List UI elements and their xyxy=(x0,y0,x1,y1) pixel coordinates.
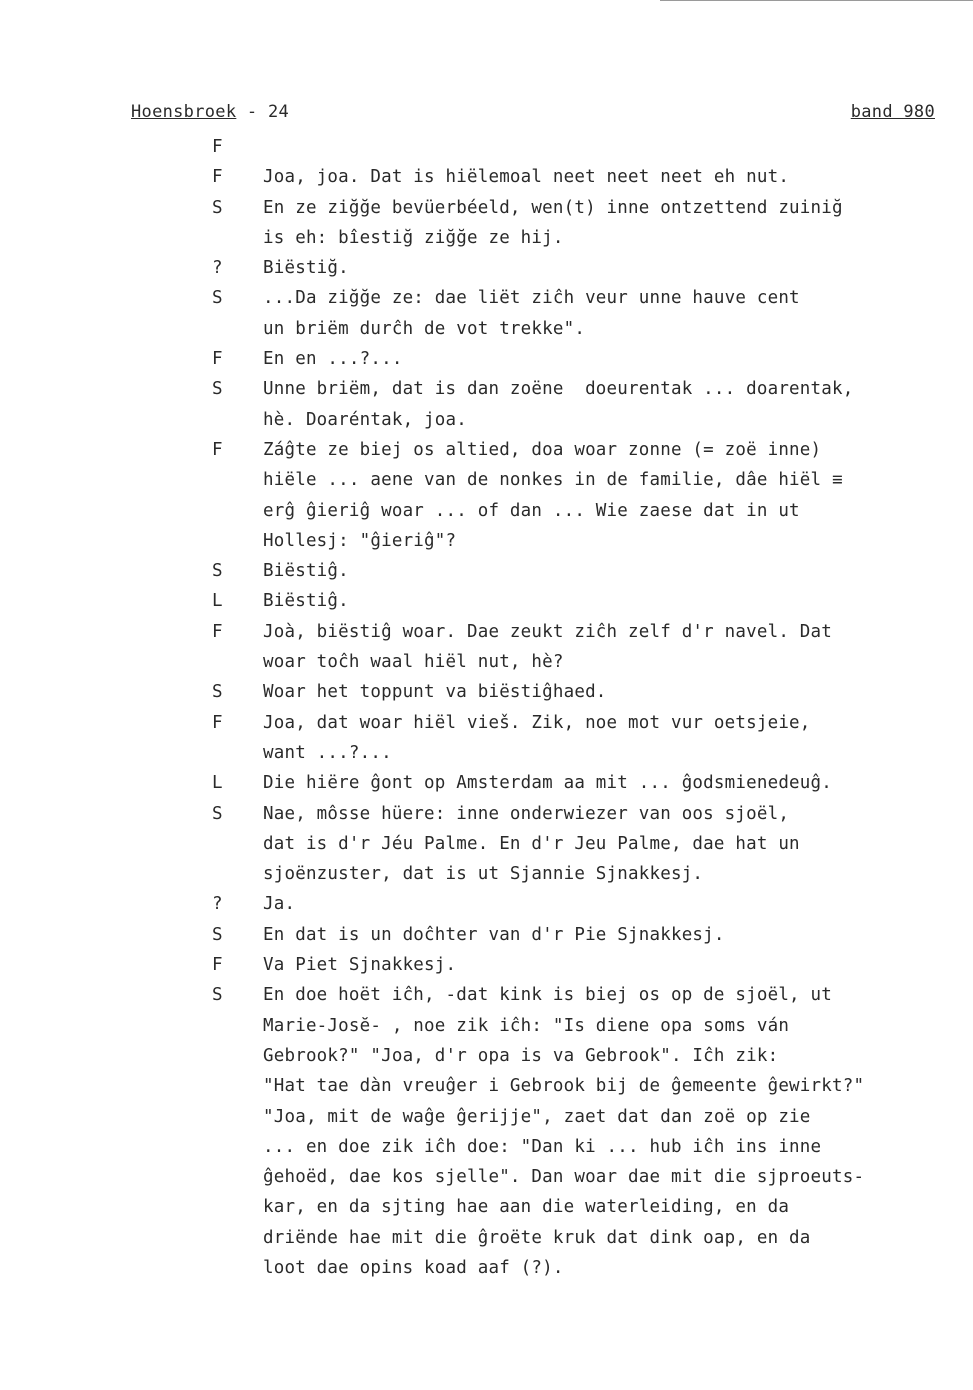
utterance xyxy=(263,283,953,344)
utterance-line: ĝehoëd, dae kos sjelle". Dan woar dae mit die sjproeuts- xyxy=(263,1167,865,1188)
page-header xyxy=(131,102,935,128)
utterance-line: woar toĉh waal hiël nut, hè? xyxy=(263,652,564,673)
speaker-label: F xyxy=(212,349,223,370)
utterance-line: want ...?... xyxy=(263,742,392,763)
utterance xyxy=(263,374,953,435)
speaker-label: ? xyxy=(212,258,223,279)
transcript-turn xyxy=(0,253,973,283)
utterance xyxy=(263,586,953,616)
transcript-turn xyxy=(0,435,973,556)
transcript-turn xyxy=(0,768,973,798)
utterance-line: Woar het toppunt va biëstiĝhaed. xyxy=(263,682,607,703)
speaker-label: F xyxy=(212,167,223,188)
top-edge-rule xyxy=(660,0,973,1)
transcript-turn xyxy=(0,708,973,769)
utterance-line: Marie-Josĕ- , noe zik iĉh: "Is diene opa soms ván xyxy=(263,1015,790,1036)
utterance-line: "Hat tae dàn vreuĝer i Gebrook bij de ĝemeente ĝewirkt?" xyxy=(263,1076,865,1097)
speaker-label: S xyxy=(212,561,223,582)
utterance-line: Hollesj: "ĝieriĝ"? xyxy=(263,530,457,551)
utterance-line: ...Da ziğğe ze: dae liët ziĉh veur unne hauve cent xyxy=(263,288,800,309)
utterance-line: Va Piet Sjnakkesj. xyxy=(263,955,457,976)
transcript-turn xyxy=(0,283,973,344)
utterance xyxy=(263,920,953,950)
speaker-label: S xyxy=(212,924,223,945)
utterance-line: hiële ... aene van de nonkes in de familie, dâe hiël ≡ xyxy=(263,470,843,491)
utterance xyxy=(263,344,953,374)
utterance-line: hè. Doaréntak, joa. xyxy=(263,409,467,430)
utterance xyxy=(263,980,953,1283)
utterance-line: kar, en da sjting hae aan die waterleiding, en da xyxy=(263,1197,790,1218)
utterance-line: "Joa, mit de waĝe ĝerijje", zaet dat dan zoë op zie xyxy=(263,1106,811,1127)
transcript-turn xyxy=(0,677,973,707)
speaker-label: S xyxy=(212,197,223,218)
utterance-line: Biëstiğ. xyxy=(263,258,349,279)
transcript-turn xyxy=(0,586,973,616)
header-page-number: - 24 xyxy=(246,102,290,122)
speaker-label: ? xyxy=(212,894,223,915)
utterance-line: Joà, biëstiĝ woar. Dae zeukt ziĉh zelf d'r navel. Dat xyxy=(263,621,833,642)
speaker-label: S xyxy=(212,288,223,309)
utterance-line: En ze ziğğe bevüerbéeld, wen(t) inne ontzettend zuiniğ xyxy=(263,197,843,218)
transcript-turn xyxy=(0,193,973,254)
utterance xyxy=(263,435,953,556)
speaker-label: L xyxy=(212,773,223,794)
speaker-label: F xyxy=(212,137,223,157)
utterance xyxy=(263,617,953,678)
utterance xyxy=(263,556,953,586)
transcript-turn xyxy=(0,617,973,678)
speaker-label: S xyxy=(212,379,223,400)
utterance-line: Joa, dat woar hiël vieš. Zik, noe mot vur oetsjeie, xyxy=(263,712,811,733)
transcript-turn xyxy=(0,950,973,980)
speaker-label: F xyxy=(212,439,223,460)
transcript-turn xyxy=(0,344,973,374)
utterance xyxy=(263,677,953,707)
speaker-label: L xyxy=(212,591,223,612)
utterance-line: driënde hae mit die ĝroëte kruk dat dink oap, en da xyxy=(263,1227,811,1248)
speaker-label: S xyxy=(212,803,223,824)
utterance-line: Záĝte ze biej os altied, doa woar zonne (= zoë inne) xyxy=(263,439,822,460)
header-left xyxy=(131,102,289,122)
utterance-line: un briëm durĉh de vot trekke". xyxy=(263,318,586,339)
utterance-line: Joa, joa. Dat is hiëlemoal neet neet neet eh nut. xyxy=(263,167,790,188)
utterance-line: Gebrook?" "Joa, d'r opa is va Gebrook". Iĉh zik: xyxy=(263,1045,779,1066)
utterance-line: loot dae opins koad aaf (?). xyxy=(263,1257,564,1278)
speaker-label: S xyxy=(212,682,223,703)
utterance-line: is eh: bîestiğ ziğğe ze hij. xyxy=(263,227,564,248)
utterance-line: sjoënzuster, dat is ut Sjannie Sjnakkesj. xyxy=(263,864,704,885)
utterance-line: Unne briëm, dat is dan zoëne doeurentak ... doarentak, xyxy=(263,379,854,400)
transcript-turn xyxy=(0,556,973,586)
transcript-turn xyxy=(0,920,973,950)
transcript xyxy=(0,132,973,1283)
header-band: band 980 xyxy=(850,102,935,122)
utterance-line: dat is d'r Jéu Palme. En d'r Jeu Palme, dae hat un xyxy=(263,833,800,854)
speaker-label: F xyxy=(212,955,223,976)
utterance-line: En dat is un doĉhter van d'r Pie Sjnakkesj. xyxy=(263,924,725,945)
transcript-turn xyxy=(0,980,973,1283)
speaker-label: S xyxy=(212,985,223,1006)
utterance-line: En en ...?... xyxy=(263,349,403,370)
utterance-line: Ja. xyxy=(263,894,296,915)
transcript-turn xyxy=(0,889,973,919)
transcript-turn xyxy=(0,132,973,162)
utterance-line: ... en doe zik iĉh doe: "Dan ki ... hub iĉh ins inne xyxy=(263,1136,822,1157)
utterance xyxy=(263,708,953,769)
utterance-line: Nae, môsse hüere: inne onderwiezer van oos sjoël, xyxy=(263,803,790,824)
utterance-line: Biëstiĝ. xyxy=(263,561,349,582)
transcript-turn xyxy=(0,162,973,192)
speaker-label: F xyxy=(212,712,223,733)
utterance-line xyxy=(263,132,953,162)
utterance xyxy=(263,799,953,890)
utterance xyxy=(263,132,953,162)
transcript-turn xyxy=(0,799,973,890)
utterance xyxy=(263,253,953,283)
utterance-line: Biëstiĝ. xyxy=(263,591,349,612)
utterance xyxy=(263,768,953,798)
utterance-line: En doe hoët iĉh, -dat kink is biej os op de sjoël, ut xyxy=(263,985,833,1006)
utterance xyxy=(263,950,953,980)
transcript-turn xyxy=(0,374,973,435)
utterance xyxy=(263,193,953,254)
utterance-line: Die hiëre ĝont op Amsterdam aa mit ... ĝodsmienedeuĝ. xyxy=(263,773,833,794)
speaker-label: F xyxy=(212,621,223,642)
header-place: Hoensbroek xyxy=(131,102,237,122)
utterance xyxy=(263,889,953,919)
utterance xyxy=(263,162,953,192)
utterance-line: erĝ ĝieriĝ woar ... of dan ... Wie zaese dat in ut xyxy=(263,500,800,521)
